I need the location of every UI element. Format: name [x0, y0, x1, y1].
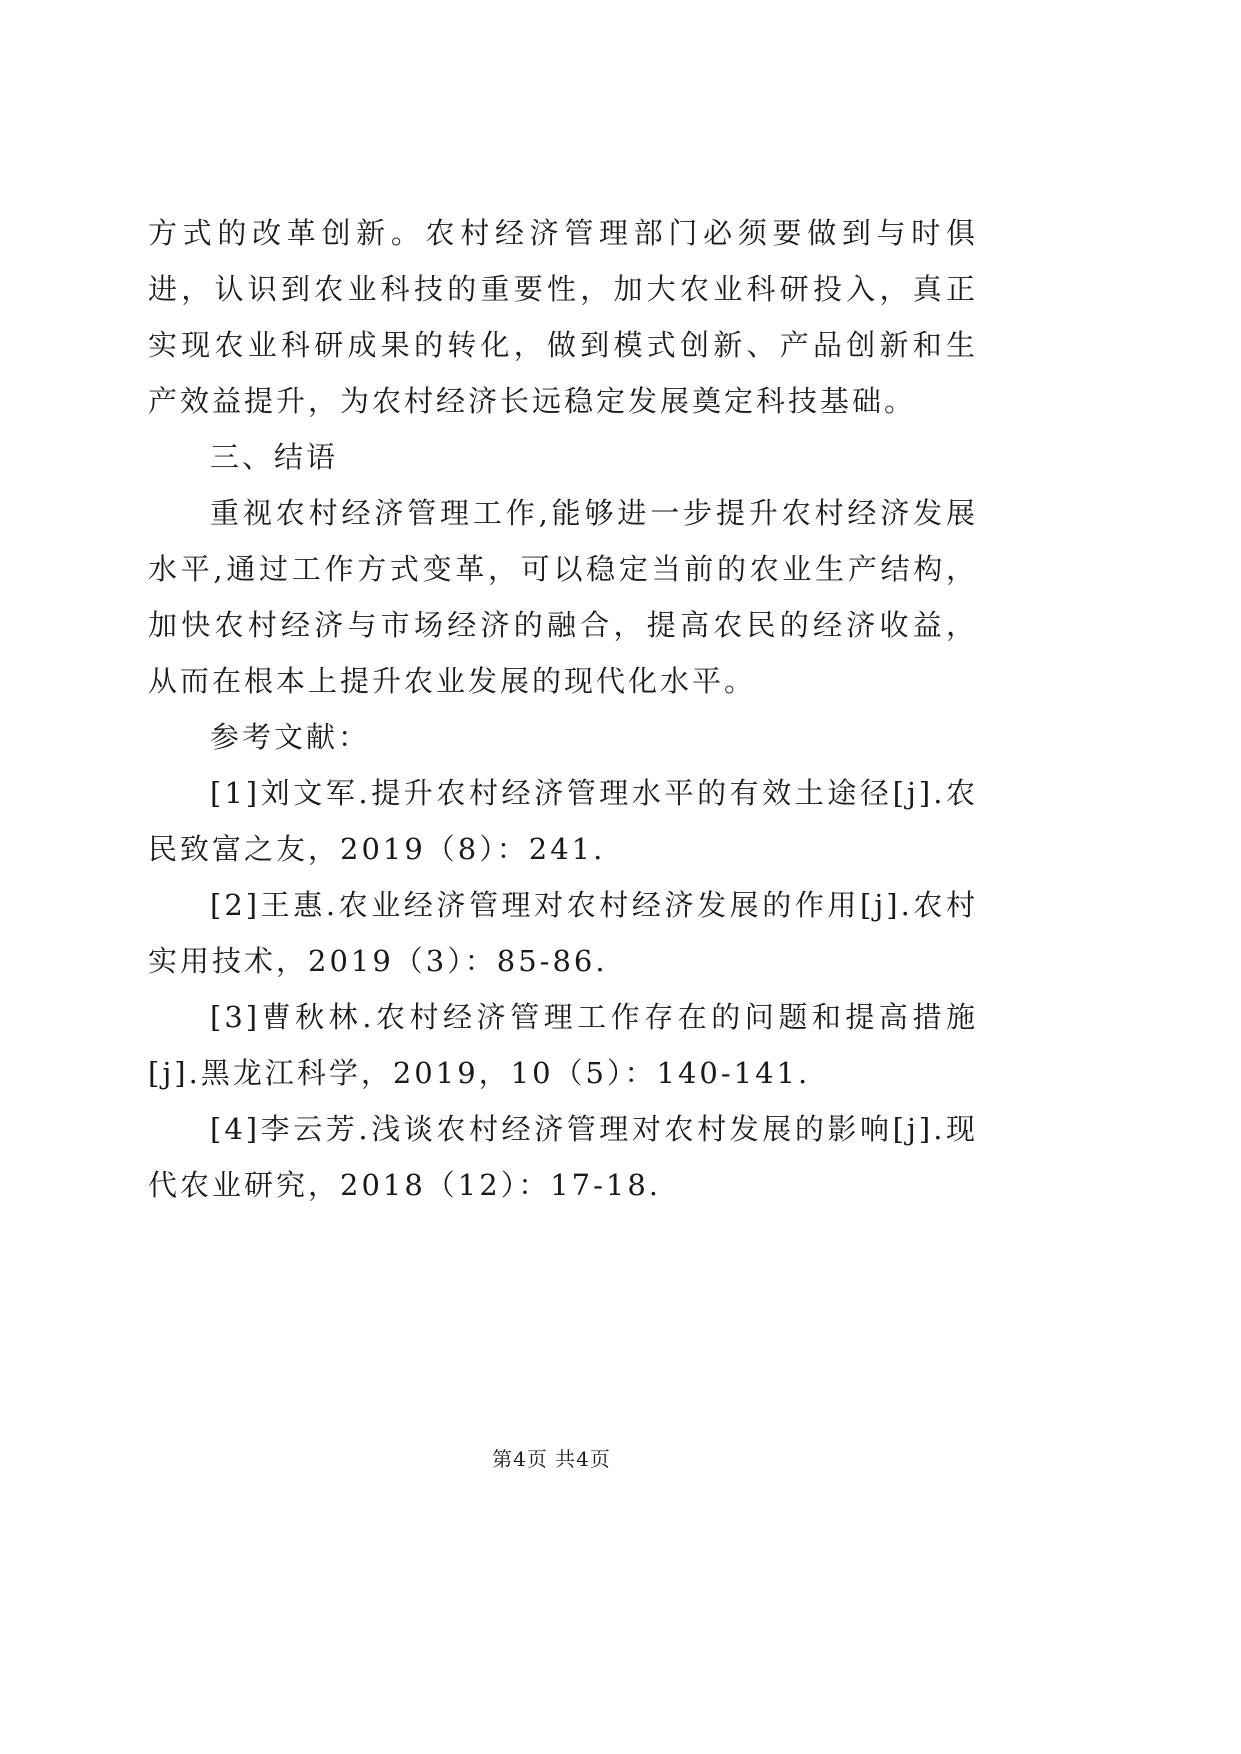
reference-item-1: [1]刘文军.提升农村经济管理水平的有效土途径[j].农民致富之友，2019（8）：241.: [148, 776, 978, 866]
body-paragraph: 方式的改革创新。农村经济管理部门必须要做到与时俱进，认识到农业科技的重要性，加大农业科研投入，真正实现农业科研成果的转化，做到模式创新、产品创新和生产效益提升，为农村经济长远稳定发展奠定科技基础。: [148, 216, 978, 418]
page-footer: 第4页 共4页: [492, 1447, 611, 1471]
document-body: [148, 205, 978, 1213]
reference-item-4: [4]李云芳.浅谈农村经济管理对农村发展的影响[j].现代农业研究，2018（12）：17-18.: [148, 1112, 978, 1202]
reference-item-3: [3]曹秋林.农村经济管理工作存在的问题和提高措施[j].黑龙江科学，2019，10（5）：140-141.: [148, 1000, 978, 1090]
reference-item-2: [2]王惠.农业经济管理对农村经济发展的作用[j].农村实用技术，2019（3）：85-86.: [148, 888, 978, 978]
conclusion-paragraph: 重视农村经济管理工作,能够进一步提升农村经济发展水平,通过工作方式变革，可以稳定当前的农业生产结构，加快农村经济与市场经济的融合，提高农民的经济收益，从而在根本上提升农业发展的现代化水平。: [148, 496, 978, 698]
section-heading: 三、结语: [210, 440, 339, 474]
references-heading: 参考文献：: [210, 720, 371, 754]
